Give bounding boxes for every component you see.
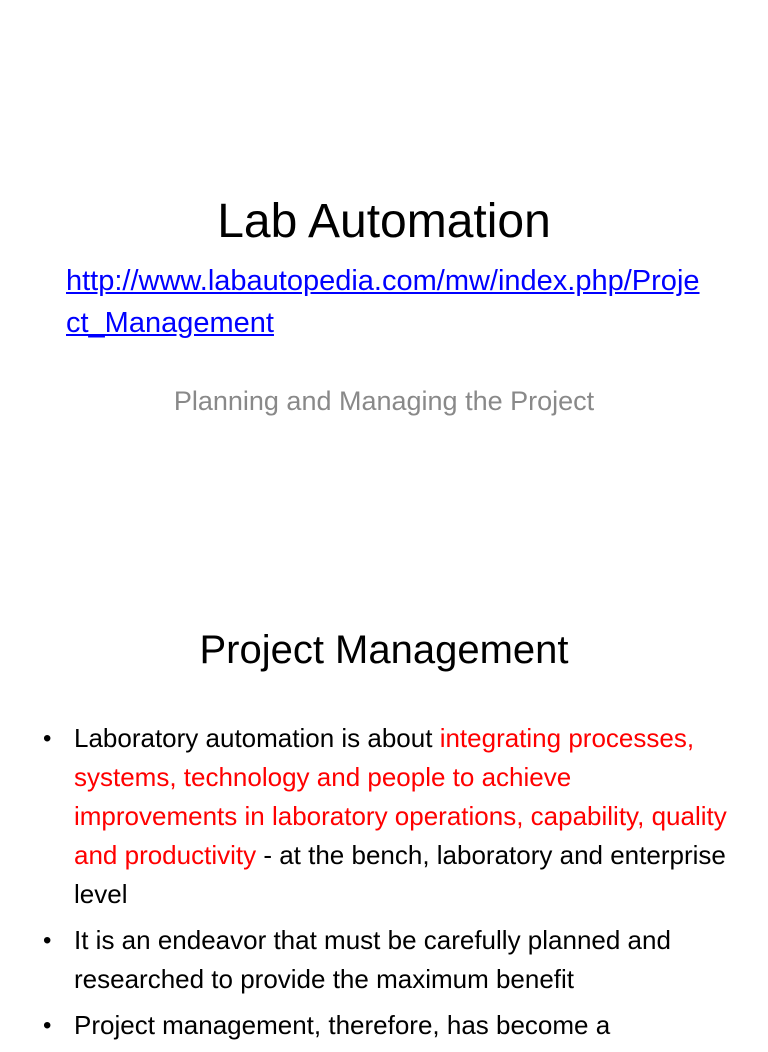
bullet-text: Project management, therefore, has become a: [74, 1010, 611, 1040]
slide-subtitle: Planning and Managing the Project: [173, 386, 595, 416]
bullet-icon: •: [43, 1012, 52, 1039]
slide-project-management: [0, 576, 768, 1040]
bullet-text: - at the bench, laboratory and enterprise level: [74, 840, 726, 909]
bullet-icon: •: [43, 927, 52, 954]
bullet-highlight-text: integrating processes, systems, technology and people to achieve improvements in laboratory operations, capability, quality and productivity: [74, 723, 727, 870]
labautopedia-link[interactable]: http://www.labautopedia.com/mw/index.php/Project_Management: [66, 265, 700, 339]
bullet-text: It is an endeavor that must be carefully planned and researched to provide the maximum benefit: [74, 925, 671, 994]
bullet-item: [0, 921, 768, 999]
bullet-item: [0, 719, 768, 914]
slide-title-heading: Lab Automation: [217, 195, 551, 248]
bullet-list: [0, 719, 768, 1052]
slide-2-heading: Project Management: [199, 628, 569, 672]
bullet-item: [0, 1006, 768, 1045]
bullet-text: Laboratory automation is about: [74, 723, 440, 753]
bullet-icon: •: [43, 725, 52, 752]
